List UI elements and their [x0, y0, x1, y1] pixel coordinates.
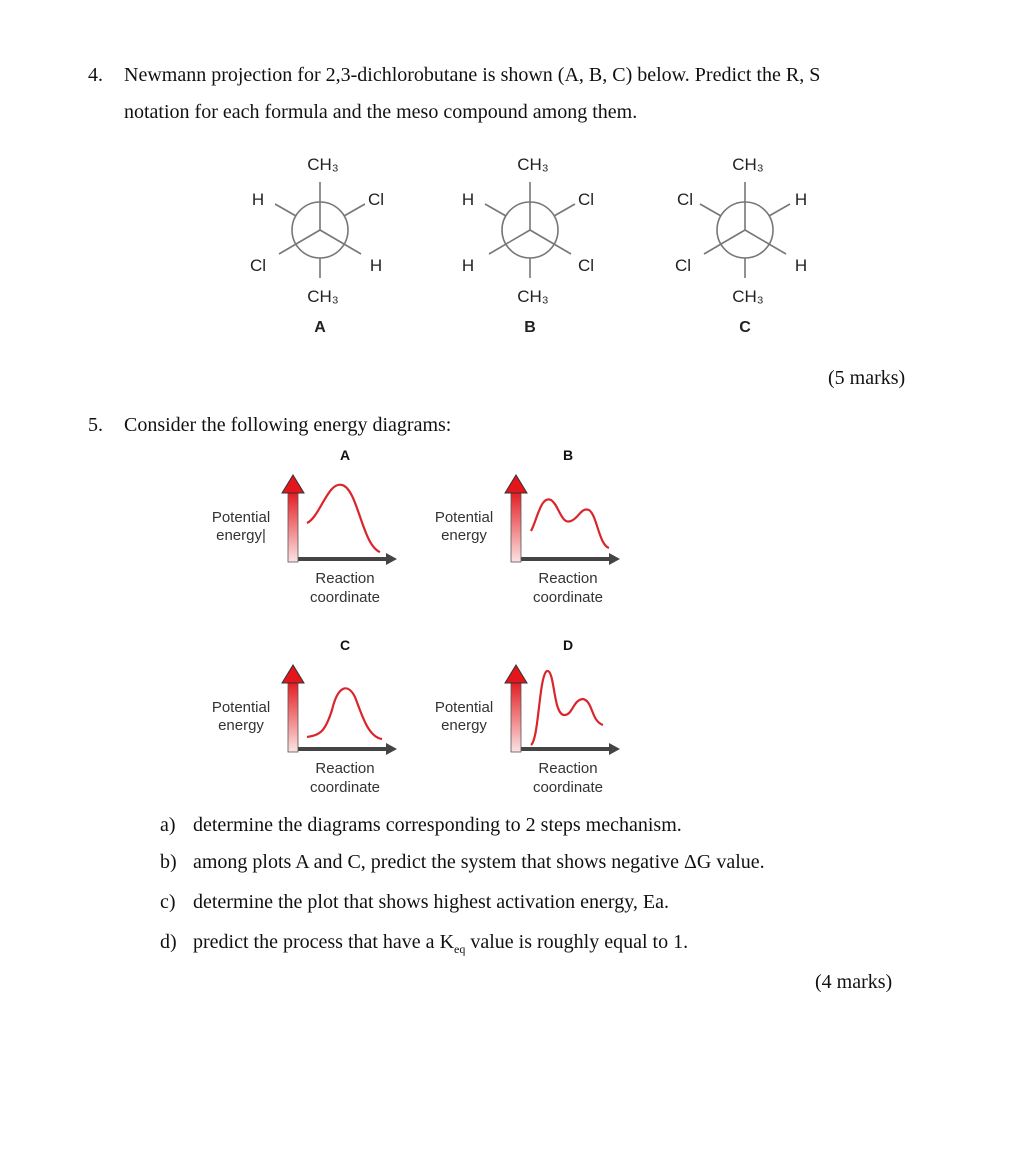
energy-diagram-d: [423, 635, 653, 800]
x-label-line1: Reaction: [538, 570, 598, 587]
q5-number: 5.: [88, 414, 103, 436]
y-axis-arrow-shaft: [511, 490, 521, 562]
top-substituent: CH₃: [517, 155, 549, 174]
top-substituent: CH₃: [307, 155, 339, 174]
y-axis-label: [423, 509, 505, 545]
upper-left-substituent: H: [251, 190, 265, 209]
part-c-text: determine the plot that shows highest activation energy, Ea.: [193, 891, 669, 913]
x-axis-label: [518, 759, 618, 797]
top-substituent: CH₃: [732, 155, 764, 174]
diagram-title: D: [562, 637, 574, 653]
y-axis-arrowhead: [282, 665, 304, 683]
diagram-title: C: [339, 637, 351, 653]
bonds: [700, 182, 790, 278]
part-b-text: among plots A and C, predict the system that shows negative ΔG value.: [193, 851, 765, 873]
y-axis-arrow-shaft: [288, 680, 298, 752]
x-axis-label: [295, 569, 395, 607]
q4-number: 4.: [88, 64, 103, 86]
projection-label: B: [524, 319, 536, 336]
x-label-line2: coordinate: [532, 779, 604, 796]
y-axis-arrowhead: [505, 665, 527, 683]
x-axis-arrowhead: [609, 743, 620, 755]
x-axis-arrowhead: [386, 553, 397, 565]
bottom-substituent: CH₃: [517, 287, 549, 306]
diagram-title: A: [339, 447, 351, 463]
x-label-line2: coordinate: [309, 589, 381, 606]
x-label-line2: coordinate: [309, 779, 381, 796]
lower-right-substituent: H: [369, 256, 383, 275]
x-label-line1: Reaction: [315, 570, 375, 587]
y-label-line1: Potential: [434, 509, 494, 526]
newman-projection-a: [230, 140, 410, 340]
y-label-line2: energy: [218, 717, 264, 734]
y-label-line2: energy|: [216, 527, 266, 544]
part-b-letter: b): [160, 851, 177, 873]
q4-text-line1: Newmann projection for 2,3-dichlorobutane is shown (A, B, C) below. Predict the R, S: [124, 64, 821, 86]
bottom-substituent: CH₃: [307, 287, 339, 306]
energy-curve: [531, 499, 609, 548]
y-label-line2: energy: [441, 527, 487, 544]
upper-left-substituent: H: [461, 190, 475, 209]
y-axis-label: [200, 509, 282, 545]
part-d-text-before: predict the process that have a K: [193, 931, 455, 953]
y-label-line1: Potential: [434, 699, 494, 716]
y-axis-arrowhead: [282, 475, 304, 493]
q4-marks: (5 marks): [828, 367, 906, 389]
x-axis-arrowhead: [609, 553, 620, 565]
diagram-title: B: [562, 447, 574, 463]
upper-right-substituent: H: [794, 190, 808, 209]
y-axis-label: [200, 699, 282, 735]
newman-projection-c: [655, 140, 835, 340]
part-d-letter: d): [160, 931, 177, 953]
lower-left-substituent: Cl: [249, 256, 267, 275]
part-d-text-after: value is roughly equal to 1.: [465, 931, 689, 953]
newman-projection-b: [440, 140, 620, 340]
upper-right-substituent: Cl: [367, 190, 385, 209]
y-axis-arrowhead: [505, 475, 527, 493]
lower-left-substituent: Cl: [674, 256, 692, 275]
bonds: [485, 182, 575, 278]
energy-diagram-c: [200, 635, 430, 800]
q5-marks: (4 marks): [815, 971, 893, 993]
lower-right-substituent: Cl: [577, 256, 595, 275]
y-label-line2: energy: [441, 717, 487, 734]
x-axis-label: [295, 759, 395, 797]
x-axis-arrowhead: [386, 743, 397, 755]
upper-left-substituent: Cl: [676, 190, 694, 209]
x-label-line2: coordinate: [532, 589, 604, 606]
part-a-text: determine the diagrams corresponding to 2 steps mechanism.: [193, 814, 682, 836]
energy-curve: [307, 688, 382, 739]
part-c-letter: c): [160, 891, 176, 913]
lower-left-substituent: H: [461, 256, 475, 275]
part-d-text: [193, 930, 688, 961]
part-a-letter: a): [160, 814, 176, 836]
q4-text-line2: notation for each formula and the meso compound among them.: [124, 101, 638, 123]
energy-diagram-a: [200, 445, 430, 610]
y-label-line1: Potential: [211, 699, 271, 716]
y-axis-arrow-shaft: [288, 490, 298, 562]
projection-label: A: [314, 319, 326, 336]
projection-label: C: [739, 319, 751, 336]
x-axis-label: [518, 569, 618, 607]
keq-subscript: eq: [454, 942, 466, 956]
x-label-line1: Reaction: [538, 760, 598, 777]
y-axis-label: [423, 699, 505, 735]
energy-curve: [531, 671, 603, 745]
bottom-substituent: CH₃: [732, 287, 764, 306]
lower-right-substituent: H: [794, 256, 808, 275]
bonds: [275, 182, 365, 278]
energy-curve: [307, 485, 380, 552]
x-label-line1: Reaction: [315, 760, 375, 777]
energy-diagram-b: [423, 445, 653, 610]
upper-right-substituent: Cl: [577, 190, 595, 209]
y-label-line1: Potential: [211, 509, 271, 526]
q5-intro: Consider the following energy diagrams:: [124, 414, 452, 436]
y-axis-arrow-shaft: [511, 680, 521, 752]
